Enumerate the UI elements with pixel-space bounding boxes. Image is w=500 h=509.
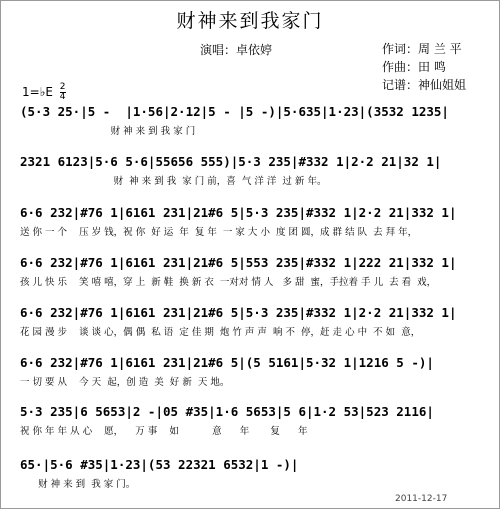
staff-line-1	[20, 104, 490, 138]
singer-credit: 演唱：卓依婷	[200, 43, 273, 57]
lyrics-line: 送 你 一 个 压 岁 钱，祝 你 好 运 年 复 年 一 家 大 小 度 团 圆，成 群 结 队 去 拜 年，	[20, 227, 418, 238]
key-signature	[22, 83, 66, 102]
lyricist-credit: 作词：周 兰 平	[382, 42, 462, 56]
notes-line: 2321 6123|5·6 5·6|55656 555)|5·3 235|#332 1|2·2 21|32 1|	[20, 154, 442, 169]
transcription-date: 2011-12-17	[395, 494, 448, 504]
notes-line: 6·6 232|#76 1|6161 231|21#6 5|5·3 235|#332 1|2·2 21|332 1|	[20, 205, 457, 220]
lyrics-line: 一 切 要 从 今 天 起，创 造 美 好 新 天 地。	[20, 377, 230, 388]
notes-line: 65·|5·6 #35|1·23|(53 22321 6532|1 -)|	[20, 457, 299, 472]
staff-line-3	[20, 205, 490, 239]
lyrics-line: 花 园 漫 步 谈 谈 心，偶 偶 私 语 定 佳 期 炮 竹 声 声 响 不 停，赶 走 心 中 不 如 意，	[20, 327, 421, 338]
staff-line-5	[20, 305, 490, 339]
staff-line-4	[20, 255, 490, 289]
transcriber-credit: 记谱：神仙姐姐	[382, 78, 467, 92]
time-signature-bottom: 4	[59, 92, 66, 102]
credits-block	[382, 40, 466, 94]
composer-credit: 作曲：田 鸣	[382, 60, 446, 74]
song-title: 财神来到我家门	[176, 10, 324, 32]
staff-line-8	[20, 457, 490, 491]
lyrics-line: 财 神 来 到 我 家 门。	[20, 479, 136, 490]
notes-line: (5·3 25·|5 - |1·56|2·12|5 - |5 -)|5·635|1·23|(3532 1235|	[20, 104, 449, 119]
staff-line-2	[20, 154, 490, 188]
lyrics-line: 财 神 来 到 我 家 门	[20, 126, 196, 137]
lyrics-line: 祝 你 年 年 从 心 愿， 万 事 如 意 年 复 年	[20, 426, 308, 437]
staff-line-6	[20, 355, 490, 389]
key-label: 1=♭E	[22, 85, 53, 99]
time-signature	[60, 83, 66, 102]
notes-line: 5·3 235|6 5653|2 -|05 #35|1·6 5653|5 6|1·2 53|523 2116|	[20, 404, 434, 419]
lyrics-line: 财 神 来 到 我 家 门 前，喜 气 洋 洋 过 新 年。	[20, 176, 327, 187]
staff-line-7	[20, 404, 490, 438]
time-signature-top: 2	[59, 82, 66, 92]
notes-line: 6·6 232|#76 1|6161 231|21#6 5|(5 5161|5·32 1|1216 5 -)|	[20, 355, 434, 370]
lyrics-line: 孩 儿 快 乐 笑 嘻 嘻，穿 上 新 鞋 换 新 衣 一对对 情 人 多 甜 蜜，手拉着 手 儿 去 看 戏，	[20, 277, 437, 288]
notes-line: 6·6 232|#76 1|6161 231|21#6 5|553 235|#332 1|222 21|332 1|	[20, 255, 457, 270]
notes-line: 6·6 232|#76 1|6161 231|21#6 5|5·3 235|#332 1|2·2 21|332 1|	[20, 305, 457, 320]
